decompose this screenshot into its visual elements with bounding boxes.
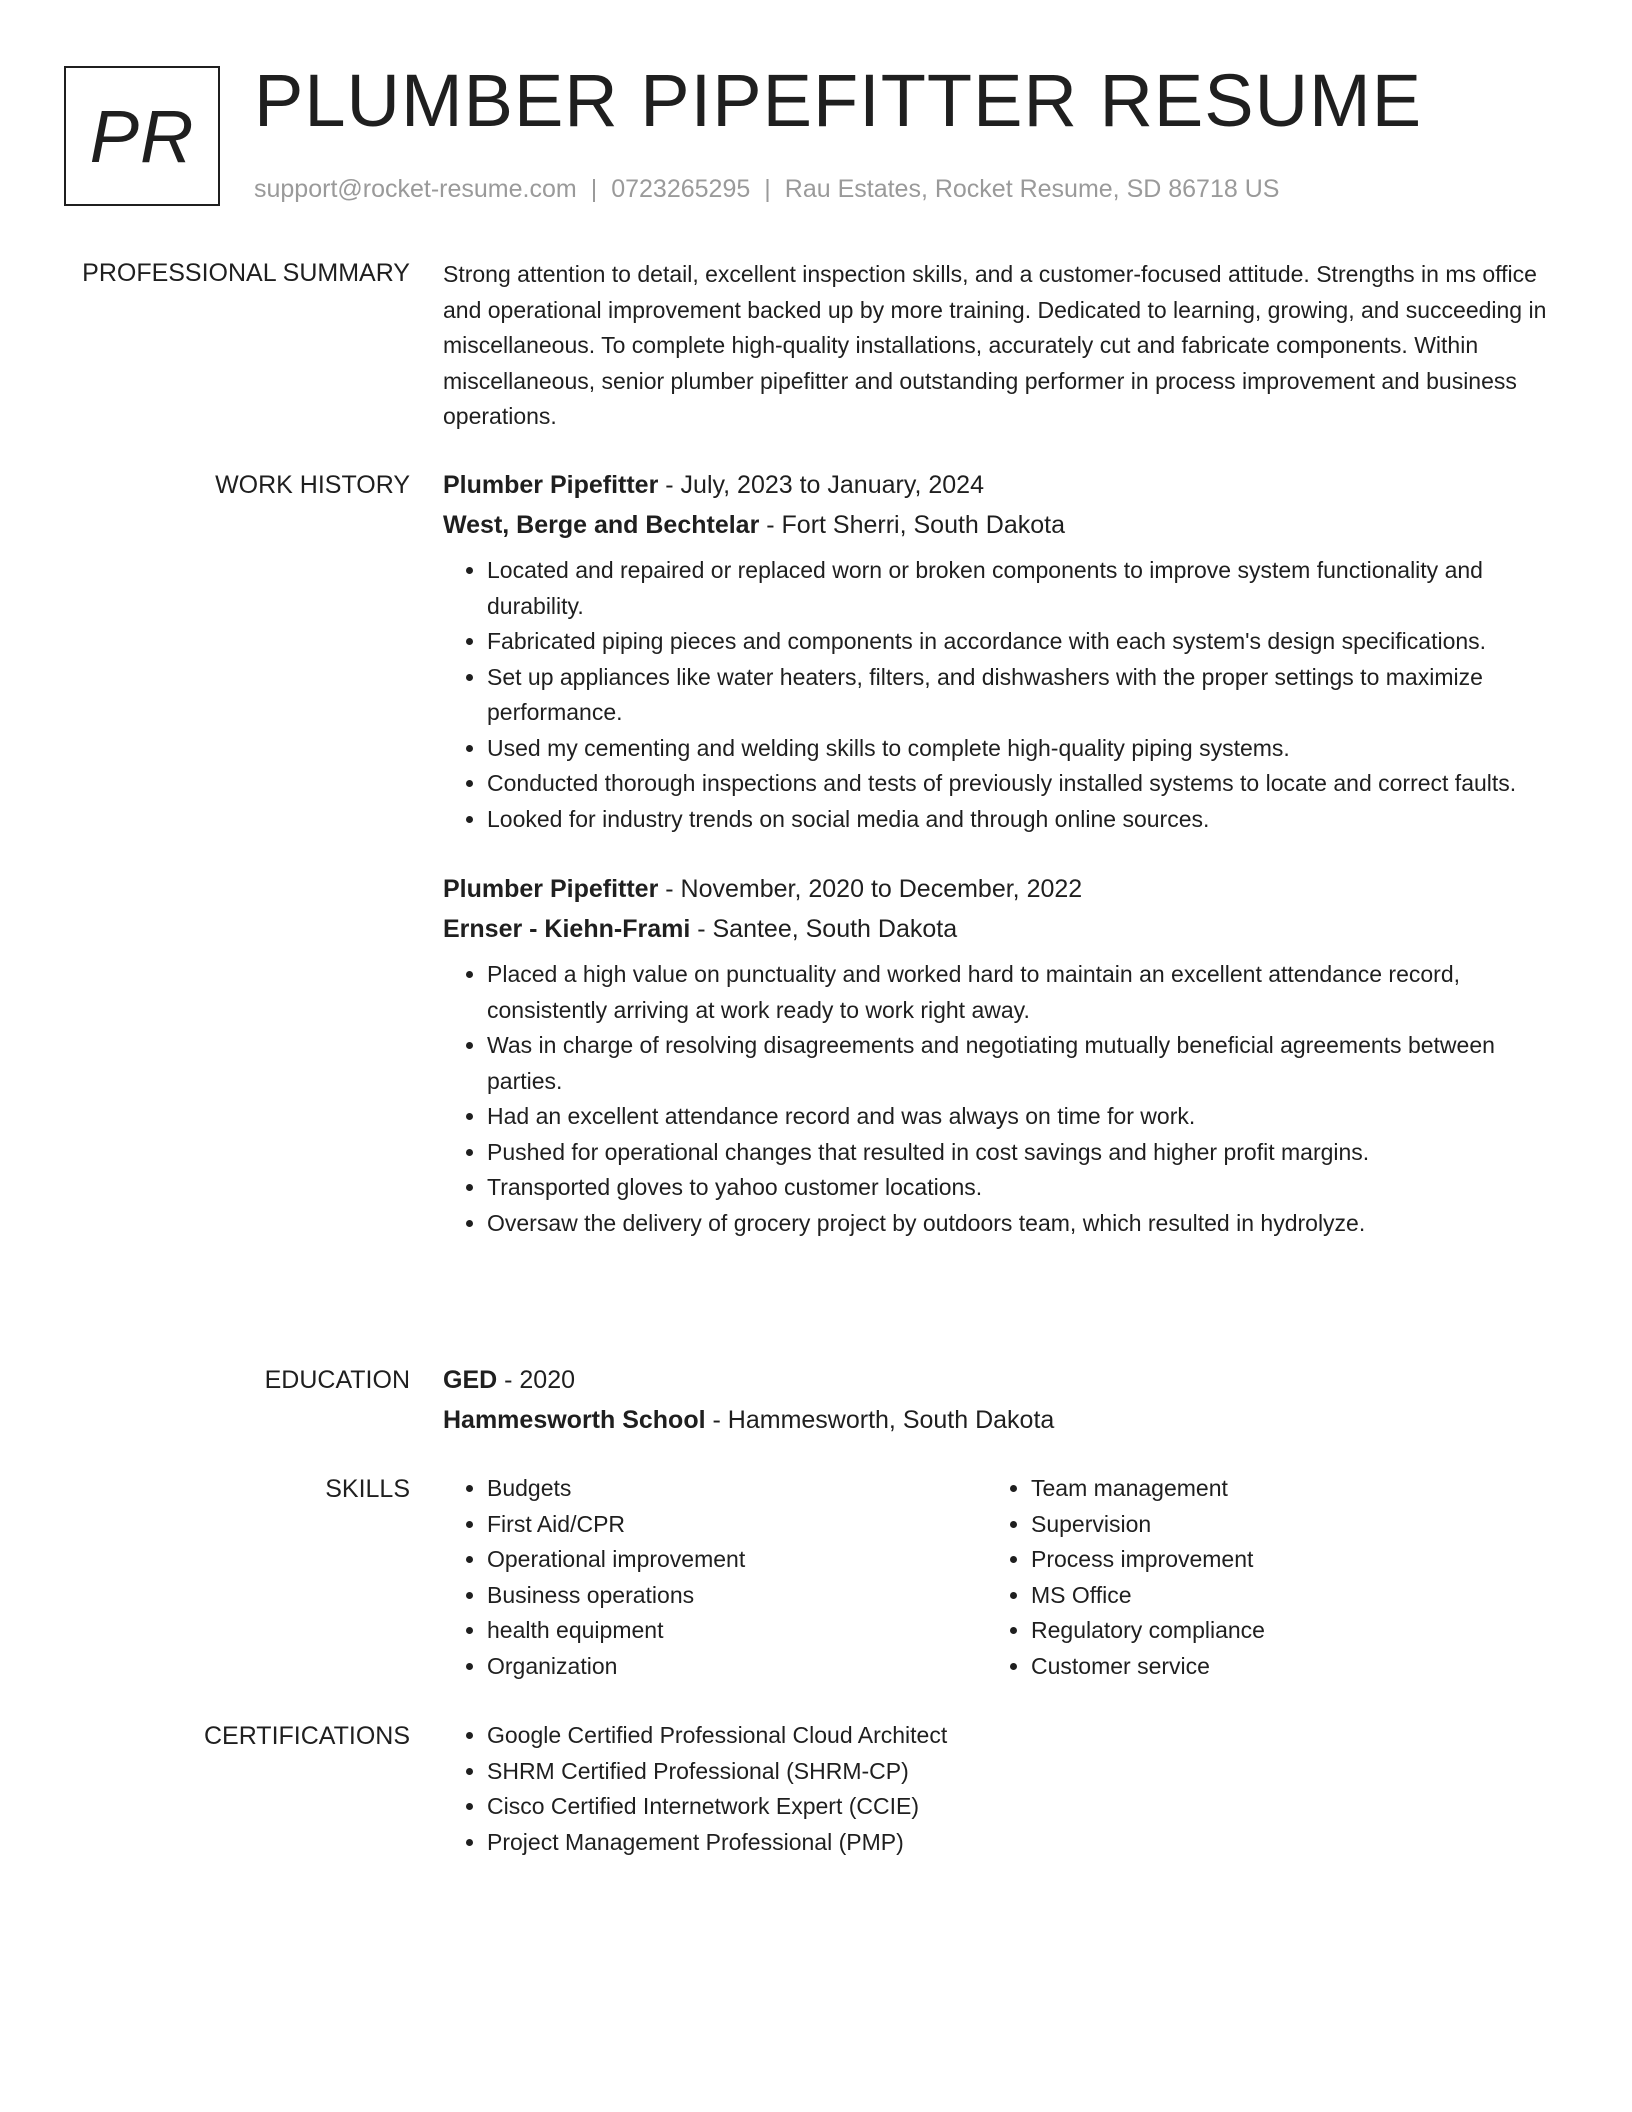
work-history-body bbox=[443, 465, 1553, 1241]
contact-address: Rau Estates, Rocket Resume, SD 86718 US bbox=[784, 175, 1280, 203]
contact-line bbox=[254, 172, 1279, 206]
job-company: Ernser - Kiehn-Frami bbox=[443, 915, 691, 943]
section-label-work-history: WORK HISTORY bbox=[215, 471, 410, 499]
certifications-list bbox=[443, 1718, 1553, 1860]
job-entry bbox=[443, 869, 1553, 1241]
skills-list-right bbox=[987, 1471, 1531, 1684]
education-school-line bbox=[443, 1400, 1553, 1440]
education-location: - Hammesworth, South Dakota bbox=[705, 1406, 1055, 1434]
skill-item: • Operational improvement bbox=[487, 1542, 987, 1578]
education-degree-line bbox=[443, 1360, 1553, 1400]
job-title: Plumber Pipefitter bbox=[443, 471, 659, 499]
certification-item: • SHRM Certified Professional (SHRM-CP) bbox=[487, 1754, 1553, 1790]
skill-item: • Process improvement bbox=[1031, 1542, 1531, 1578]
job-dates: - November, 2020 to December, 2022 bbox=[658, 875, 1083, 903]
job-company-line bbox=[443, 505, 1553, 545]
section-label-skills: SKILLS bbox=[325, 1475, 410, 1503]
job-bullets bbox=[443, 957, 1553, 1241]
resume-title: PLUMBER PIPEFITTER RESUME bbox=[254, 59, 1423, 142]
job-bullet: • Used my cementing and welding skills to complete high-quality piping systems. bbox=[487, 731, 1553, 767]
job-title-line bbox=[443, 869, 1553, 909]
contact-separator: | bbox=[590, 175, 598, 203]
job-bullets bbox=[443, 553, 1553, 837]
skills-grid bbox=[443, 1471, 1553, 1684]
job-bullet: • Set up appliances like water heaters, filters, and dishwashers with the proper settings to maximize performance. bbox=[487, 660, 1553, 731]
skills-list-left bbox=[443, 1471, 987, 1684]
job-bullet: • Was in charge of resolving disagreements and negotiating mutually beneficial agreements between parties. bbox=[487, 1028, 1553, 1099]
contact-phone: 0723265295 bbox=[611, 175, 751, 203]
certification-item: • Project Management Professional (PMP) bbox=[487, 1825, 1553, 1861]
job-title: Plumber Pipefitter bbox=[443, 875, 659, 903]
summary-body bbox=[443, 257, 1553, 435]
contact-separator: | bbox=[764, 175, 771, 203]
job-bullet: • Placed a high value on punctuality and worked hard to maintain an excellent attendance record, consistently arriving at work ready to work right away. bbox=[487, 957, 1553, 1028]
certification-item: • Google Certified Professional Cloud Architect bbox=[487, 1718, 1553, 1754]
job-location: - Fort Sherri, South Dakota bbox=[759, 511, 1065, 539]
education-degree: GED bbox=[443, 1366, 498, 1394]
job-bullet: • Transported gloves to yahoo customer locations. bbox=[487, 1170, 1553, 1206]
job-bullet: • Pushed for operational changes that resulted in cost savings and higher profit margins. bbox=[487, 1135, 1553, 1171]
job-bullet: • Located and repaired or replaced worn or broken components to improve system functionality and durability. bbox=[487, 553, 1553, 624]
skill-item: • Organization bbox=[487, 1649, 987, 1685]
section-label-education: EDUCATION bbox=[264, 1366, 410, 1394]
skill-item: • Budgets bbox=[487, 1471, 987, 1507]
job-bullet: • Looked for industry trends on social media and through online sources. bbox=[487, 802, 1553, 838]
skill-item: • Customer service bbox=[1031, 1649, 1531, 1685]
education-school: Hammesworth School bbox=[443, 1406, 706, 1434]
job-bullet: • Had an excellent attendance record and was always on time for work. bbox=[487, 1099, 1553, 1135]
skill-item: • First Aid/CPR bbox=[487, 1507, 987, 1543]
summary-text: Strong attention to detail, excellent inspection skills, and a customer-focused attitude. Strengths in ms office and operational improvement backed up by more training. Dedicated to learning, growing, and succeeding in miscellaneous. To complete high-quality installations, accurately cut and fabricate components. Within miscellaneous, senior plumber pipefitter and outstanding performer in process improvement and business operations. bbox=[443, 261, 1547, 429]
skill-item: • Supervision bbox=[1031, 1507, 1531, 1543]
certification-item: • Cisco Certified Internetwork Expert (CCIE) bbox=[487, 1789, 1553, 1825]
skill-item: • Business operations bbox=[487, 1578, 987, 1614]
contact-email: support@rocket-resume.com bbox=[254, 175, 577, 203]
education-year: - 2020 bbox=[497, 1366, 576, 1394]
job-location: - Santee, South Dakota bbox=[690, 915, 958, 943]
skill-item: • Regulatory compliance bbox=[1031, 1613, 1531, 1649]
section-label-summary: PROFESSIONAL SUMMARY bbox=[82, 259, 410, 287]
job-dates: - July, 2023 to January, 2024 bbox=[658, 471, 984, 499]
skill-item: • MS Office bbox=[1031, 1578, 1531, 1614]
job-bullet: • Fabricated piping pieces and components in accordance with each system's design specifications. bbox=[487, 624, 1553, 660]
skills-body bbox=[443, 1471, 1553, 1684]
job-bullet: • Oversaw the delivery of grocery project by outdoors team, which resulted in hydrolyze. bbox=[487, 1206, 1553, 1242]
education-body bbox=[443, 1360, 1553, 1440]
job-company-line bbox=[443, 909, 1553, 949]
section-label-certifications: CERTIFICATIONS bbox=[203, 1722, 410, 1750]
skill-item: • Team management bbox=[1031, 1471, 1531, 1507]
job-company: West, Berge and Bechtelar bbox=[443, 511, 760, 539]
job-title-line bbox=[443, 465, 1553, 505]
skill-item: • health equipment bbox=[487, 1613, 987, 1649]
job-bullet: • Conducted thorough inspections and tests of previously installed systems to locate and correct faults. bbox=[487, 766, 1553, 802]
certifications-body bbox=[443, 1718, 1553, 1860]
monogram-logo: PR bbox=[64, 66, 220, 206]
job-entry bbox=[443, 465, 1553, 837]
